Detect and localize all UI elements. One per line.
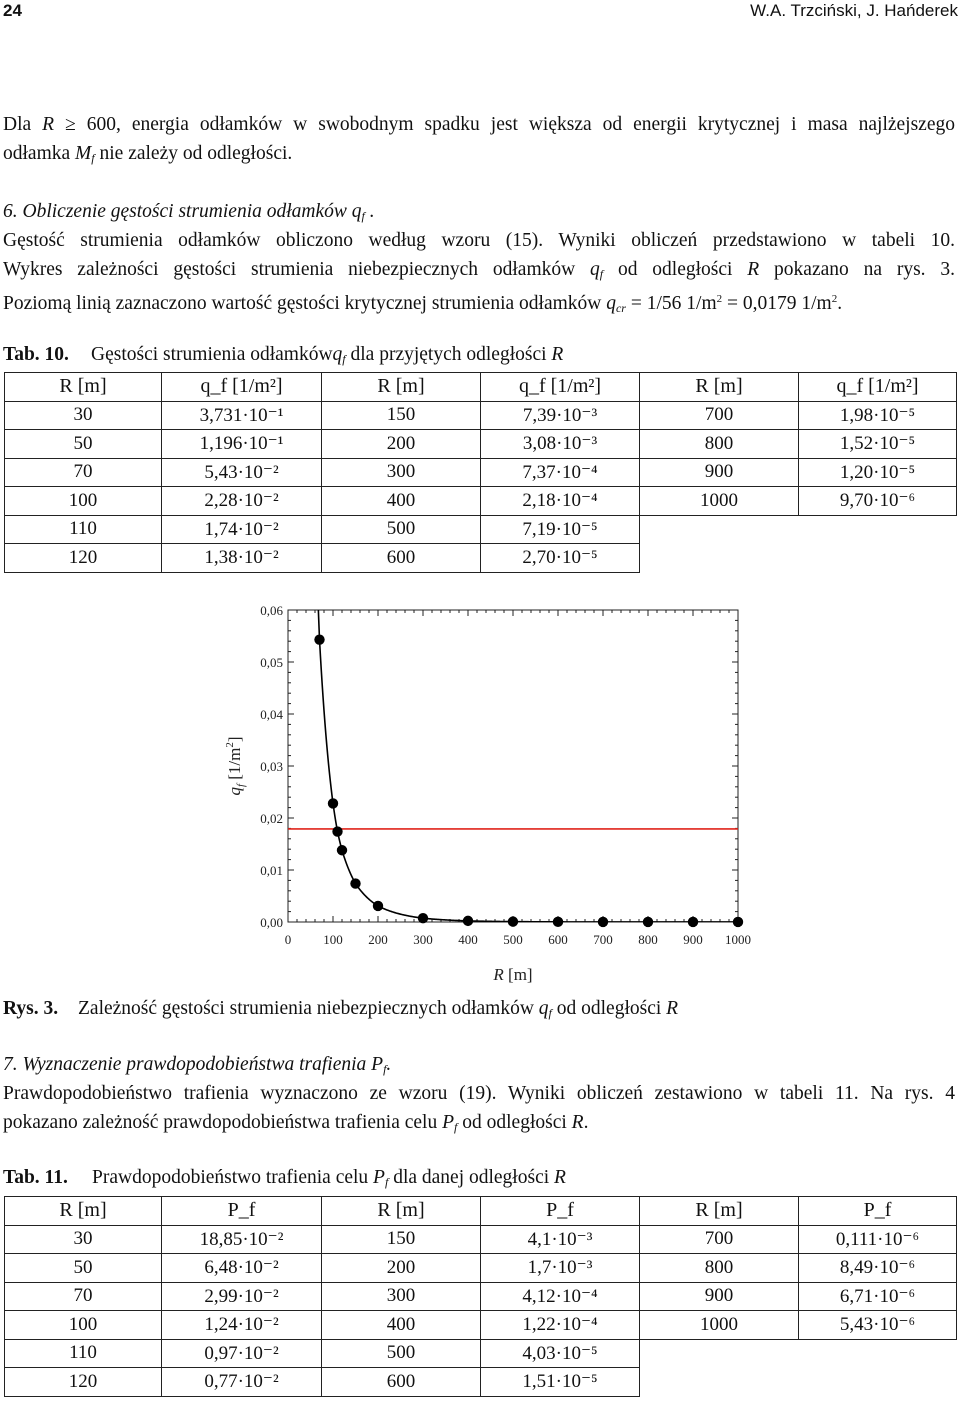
y-axis-label: $q_f$ $[1/m^2]$ xyxy=(224,736,247,796)
table-row xyxy=(5,1254,957,1283)
table-cell: 1,22·10⁻⁴ xyxy=(481,1311,640,1340)
y-tick-label: 0,05 xyxy=(260,655,283,670)
table-cell: 30 xyxy=(5,1225,162,1254)
table-header-row xyxy=(5,1197,957,1226)
table-cell: 2,18·10⁻⁴ xyxy=(481,487,640,516)
section-7-heading: 7. Wyznaczenie prawdopodobieństwa trafienia $P_f$. xyxy=(3,1054,392,1076)
table-row xyxy=(5,487,957,516)
section-7-para-line-2: pokazano zależność prawdopodobieństwa trafienia celu $P_f$ od odległości R. xyxy=(3,1112,589,1134)
x-tick-label: 500 xyxy=(503,932,523,947)
column-header: R [m] xyxy=(640,1197,799,1226)
column-header: R [m] xyxy=(640,373,799,402)
data-point xyxy=(733,917,743,927)
table-cell: 18,85·10⁻² xyxy=(162,1225,322,1254)
table-cell: 7,19·10⁻⁵ xyxy=(481,515,640,544)
table-cell: 200 xyxy=(322,430,481,459)
table-cell: 1,98·10⁻⁵ xyxy=(799,401,957,430)
chart-svg xyxy=(0,598,960,988)
table-cell: 700 xyxy=(640,401,799,430)
table-cell: 1,51·10⁻⁵ xyxy=(481,1368,640,1397)
data-point xyxy=(337,845,347,855)
x-tick-label: 700 xyxy=(593,932,613,947)
table-cell: 1,196·10⁻¹ xyxy=(162,430,322,459)
section-6-para-line-1: Gęstość strumienia odłamków obliczono według wzoru (15). Wyniki obliczeń przedstawiono w tabeli 10. xyxy=(3,230,955,251)
column-header: R [m] xyxy=(5,373,162,402)
data-point xyxy=(418,913,428,923)
column-header: q_f [1/m²] xyxy=(481,373,640,402)
table-cell: 1,7·10⁻³ xyxy=(481,1254,640,1283)
table-cell: 300 xyxy=(322,458,481,487)
x-tick-label: 900 xyxy=(683,932,703,947)
plot-frame xyxy=(288,610,738,922)
column-header: R [m] xyxy=(322,373,481,402)
table-11 xyxy=(4,1196,957,1397)
table-cell: 800 xyxy=(640,1254,799,1283)
column-header: R [m] xyxy=(322,1197,481,1226)
section-6-para-line-2: Wykres zależności gęstości strumienia niebezpiecznych odłamków $q_f$ od odległości R pokazano na rys. 3. xyxy=(3,259,955,281)
table-cell: 120 xyxy=(5,1368,162,1397)
y-tick-label: 0,00 xyxy=(260,915,283,930)
table-cell: 1,52·10⁻⁵ xyxy=(799,430,957,459)
data-point xyxy=(373,901,383,911)
data-point xyxy=(688,917,698,927)
table-cell: 1,38·10⁻² xyxy=(162,544,322,573)
table-cell: 3,731·10⁻¹ xyxy=(162,401,322,430)
x-tick-label: 100 xyxy=(323,932,343,947)
table-cell: 2,28·10⁻² xyxy=(162,487,322,516)
table-cell: 800 xyxy=(640,430,799,459)
table-cell xyxy=(640,515,799,544)
data-point xyxy=(332,826,342,836)
table-cell: 0,97·10⁻² xyxy=(162,1339,322,1368)
table-cell: 100 xyxy=(5,1311,162,1340)
data-point xyxy=(553,917,563,927)
table-row xyxy=(5,1225,957,1254)
table-row xyxy=(5,1282,957,1311)
table-cell: 110 xyxy=(5,515,162,544)
table-cell: 4,03·10⁻⁵ xyxy=(481,1339,640,1368)
column-header: R [m] xyxy=(5,1197,162,1226)
y-tick-label: 0,04 xyxy=(260,707,283,722)
table-cell: 7,37·10⁻⁴ xyxy=(481,458,640,487)
table-row xyxy=(5,1339,957,1368)
data-point xyxy=(350,878,360,888)
table-10-caption: Tab. 10. Gęstości strumienia odłamkówq$_f$ dla przyjętych odległości R xyxy=(3,344,564,366)
x-tick-label: 300 xyxy=(413,932,433,947)
table-cell: 150 xyxy=(322,1225,481,1254)
column-header: P_f xyxy=(481,1197,640,1226)
data-point xyxy=(643,917,653,927)
table-cell xyxy=(799,1368,957,1397)
data-point xyxy=(463,916,473,926)
table-10 xyxy=(4,372,957,573)
column-header: P_f xyxy=(162,1197,322,1226)
table-cell: 1,24·10⁻² xyxy=(162,1311,322,1340)
section-6-heading: 6. Obliczenie gęstości strumienia odłamków $q_f$ . xyxy=(3,201,375,223)
table-cell: 70 xyxy=(5,458,162,487)
table-cell: 0,111·10⁻⁶ xyxy=(799,1225,957,1254)
table-cell: 6,71·10⁻⁶ xyxy=(799,1282,957,1311)
figure-3-chart xyxy=(0,598,960,988)
data-point xyxy=(508,916,518,926)
table-cell: 900 xyxy=(640,1282,799,1311)
table-10-label: Tab. 10. xyxy=(3,344,69,365)
table-cell: 400 xyxy=(322,487,481,516)
table-cell xyxy=(640,1368,799,1397)
table-cell: 8,49·10⁻⁶ xyxy=(799,1254,957,1283)
table-cell: 2,99·10⁻² xyxy=(162,1282,322,1311)
table-11-label: Tab. 11. xyxy=(3,1167,68,1188)
section-7-para-line-1: Prawdopodobieństwo trafienia wyznaczono ze wzoru (19). Wyniki obliczeń zestawiono w tabeli 11. Na rys. 4 xyxy=(3,1083,955,1104)
x-axis-label: R [m] xyxy=(493,965,533,984)
table-cell: 600 xyxy=(322,1368,481,1397)
column-header: P_f xyxy=(799,1197,957,1226)
table-row xyxy=(5,430,957,459)
table-cell: 5,43·10⁻² xyxy=(162,458,322,487)
data-point xyxy=(328,798,338,808)
column-header: q_f [1/m²] xyxy=(162,373,322,402)
table-cell xyxy=(799,515,957,544)
table-cell: 0,77·10⁻² xyxy=(162,1368,322,1397)
x-tick-label: 0 xyxy=(284,932,292,947)
table-row xyxy=(5,544,957,573)
intro-line-2: odłamka $M_f$ nie zależy od odległości. xyxy=(3,143,293,165)
table-cell: 500 xyxy=(322,1339,481,1368)
y-tick-label: 0,06 xyxy=(260,603,283,618)
table-cell: 1000 xyxy=(640,1311,799,1340)
running-authors: W.A. Trzciński, J. Hańderek xyxy=(750,1,958,20)
table-cell: 700 xyxy=(640,1225,799,1254)
table-cell: 1000 xyxy=(640,487,799,516)
table-row xyxy=(5,1368,957,1397)
table-row xyxy=(5,515,957,544)
table-cell: 120 xyxy=(5,544,162,573)
figure-3-caption: Rys. 3. Zależność gęstości strumienia niebezpiecznych odłamków $q_f$ od odległości R xyxy=(3,998,679,1020)
x-tick-label: 800 xyxy=(638,932,658,947)
page-number: 24 xyxy=(3,1,22,20)
table-cell: 70 xyxy=(5,1282,162,1311)
table-cell: 1,74·10⁻² xyxy=(162,515,322,544)
table-cell xyxy=(799,544,957,573)
y-tick-label: 0,02 xyxy=(260,811,283,826)
table-cell xyxy=(640,544,799,573)
x-tick-label: 400 xyxy=(458,932,478,947)
table-row xyxy=(5,1311,957,1340)
table-cell: 50 xyxy=(5,1254,162,1283)
table-cell: 3,08·10⁻³ xyxy=(481,430,640,459)
table-cell: 100 xyxy=(5,487,162,516)
table-cell: 600 xyxy=(322,544,481,573)
x-tick-label: 1000 xyxy=(725,932,751,947)
running-header xyxy=(0,0,960,24)
x-tick-label: 200 xyxy=(368,932,388,947)
table-cell: 2,70·10⁻⁵ xyxy=(481,544,640,573)
y-tick-label: 0,01 xyxy=(260,863,283,878)
y-tick-label: 0,03 xyxy=(260,759,283,774)
section-6-para-line-3: Poziomą linią zaznaczono wartość gęstości krytycznej strumienia odłamków $q_{cr} = 1/56$ $1/m^2 = 0,0179$ $1/m^2$. xyxy=(3,293,843,315)
table-cell: 400 xyxy=(322,1311,481,1340)
table-header-row xyxy=(5,373,957,402)
table-cell xyxy=(799,1339,957,1368)
column-header: q_f [1/m²] xyxy=(799,373,957,402)
intro-line-1: Dla R ≥ 600, energia odłamków w swobodnym spadku jest większa od energii krytycznej i masa najlżejszego xyxy=(3,114,955,135)
table-cell: 200 xyxy=(322,1254,481,1283)
table-cell: 9,70·10⁻⁶ xyxy=(799,487,957,516)
table-cell: 4,12·10⁻⁴ xyxy=(481,1282,640,1311)
table-cell: 900 xyxy=(640,458,799,487)
data-point xyxy=(598,917,608,927)
table-cell: 7,39·10⁻³ xyxy=(481,401,640,430)
table-cell: 6,48·10⁻² xyxy=(162,1254,322,1283)
figure-3-label: Rys. 3. xyxy=(3,998,59,1019)
table-cell: 300 xyxy=(322,1282,481,1311)
table-cell: 50 xyxy=(5,430,162,459)
table-cell: 1,20·10⁻⁵ xyxy=(799,458,957,487)
data-point xyxy=(314,634,324,644)
table-cell: 110 xyxy=(5,1339,162,1368)
x-tick-label: 600 xyxy=(548,932,568,947)
table-row xyxy=(5,458,957,487)
table-cell xyxy=(640,1339,799,1368)
table-cell: 4,1·10⁻³ xyxy=(481,1225,640,1254)
fitted-curve xyxy=(302,598,739,922)
table-cell: 500 xyxy=(322,515,481,544)
table-cell: 30 xyxy=(5,401,162,430)
table-row xyxy=(5,401,957,430)
table-cell: 150 xyxy=(322,401,481,430)
table-cell: 5,43·10⁻⁶ xyxy=(799,1311,957,1340)
table-11-caption: Tab. 11. Prawdopodobieństwo trafienia celu $P_f$ dla danej odległości R xyxy=(3,1167,566,1189)
